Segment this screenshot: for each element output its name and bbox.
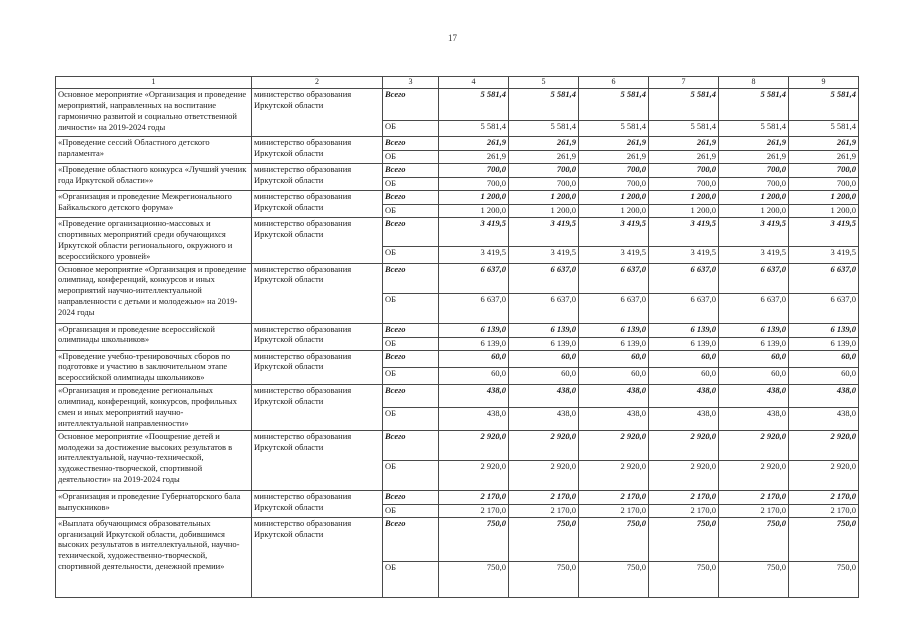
funding-value-ob-col4: 6 637,0 bbox=[439, 293, 509, 323]
executor-cell: министерство образования Иркутской области bbox=[252, 137, 383, 164]
funding-value-total-col4: 2 170,0 bbox=[439, 490, 509, 504]
funding-value-ob-col8: 438,0 bbox=[719, 407, 789, 430]
funding-value-ob-col7: 5 581,4 bbox=[649, 121, 719, 137]
column-header: 5 bbox=[509, 77, 579, 89]
activity-row-total bbox=[56, 490, 859, 504]
column-header: 4 bbox=[439, 77, 509, 89]
funding-source-label-ob: ОБ bbox=[383, 151, 439, 164]
funding-value-ob-col9: 750,0 bbox=[789, 561, 859, 597]
activity-row-total bbox=[56, 517, 859, 561]
funding-value-total-col5: 1 200,0 bbox=[509, 191, 579, 205]
funding-value-ob-col4: 60,0 bbox=[439, 368, 509, 385]
funding-value-total-col8: 3 419,5 bbox=[719, 218, 789, 247]
funding-value-ob-col5: 261,9 bbox=[509, 151, 579, 164]
funding-source-label-total: Всего bbox=[383, 350, 439, 368]
column-header: 2 bbox=[252, 77, 383, 89]
funding-value-total-col9: 750,0 bbox=[789, 517, 859, 561]
funding-value-ob-col7: 261,9 bbox=[649, 151, 719, 164]
activity-row-total bbox=[56, 350, 859, 368]
funding-value-ob-col4: 2 920,0 bbox=[439, 460, 509, 490]
activity-row-total bbox=[56, 263, 859, 293]
funding-value-total-col6: 2 920,0 bbox=[579, 430, 649, 460]
funding-value-total-col8: 60,0 bbox=[719, 350, 789, 368]
funding-value-total-col7: 2 920,0 bbox=[649, 430, 719, 460]
funding-value-total-col5: 750,0 bbox=[509, 517, 579, 561]
activity-row-total bbox=[56, 385, 859, 408]
funding-value-total-col5: 3 419,5 bbox=[509, 218, 579, 247]
executor-cell: министерство образования Иркутской области bbox=[252, 263, 383, 323]
funding-value-total-col9: 60,0 bbox=[789, 350, 859, 368]
funding-source-label-ob: ОБ bbox=[383, 460, 439, 490]
funding-value-total-col6: 1 200,0 bbox=[579, 191, 649, 205]
funding-source-label-total: Всего bbox=[383, 490, 439, 504]
funding-value-total-col8: 438,0 bbox=[719, 385, 789, 408]
funding-value-ob-col5: 3 419,5 bbox=[509, 246, 579, 263]
funding-value-ob-col5: 438,0 bbox=[509, 407, 579, 430]
funding-value-total-col4: 60,0 bbox=[439, 350, 509, 368]
executor-cell: министерство образования Иркутской области bbox=[252, 89, 383, 137]
column-header: 9 bbox=[789, 77, 859, 89]
funding-value-ob-col9: 700,0 bbox=[789, 178, 859, 191]
funding-value-ob-col7: 700,0 bbox=[649, 178, 719, 191]
funding-value-total-col7: 1 200,0 bbox=[649, 191, 719, 205]
funding-value-total-col9: 2 170,0 bbox=[789, 490, 859, 504]
activity-name-cell: Основное мероприятие «Поощрение детей и молодежи за достижение высоких результатов в интеллектуальной, научно-технической, художественно-творческой, спортивной деятельности» на 2019-2024 годы bbox=[56, 430, 252, 490]
funding-value-total-col6: 6 139,0 bbox=[579, 323, 649, 337]
funding-value-ob-col6: 438,0 bbox=[579, 407, 649, 430]
funding-value-total-col8: 261,9 bbox=[719, 137, 789, 151]
funding-source-label-ob: ОБ bbox=[383, 121, 439, 137]
funding-value-total-col9: 3 419,5 bbox=[789, 218, 859, 247]
funding-value-ob-col9: 2 170,0 bbox=[789, 504, 859, 517]
funding-value-total-col9: 6 637,0 bbox=[789, 263, 859, 293]
funding-source-label-total: Всего bbox=[383, 385, 439, 408]
funding-value-total-col7: 3 419,5 bbox=[649, 218, 719, 247]
funding-value-ob-col7: 2 920,0 bbox=[649, 460, 719, 490]
funding-value-total-col7: 438,0 bbox=[649, 385, 719, 408]
activity-name-cell: Основное мероприятие «Организация и проведение олимпиад, конференций, конкурсов и иных мероприятий научно-интеллектуальной направленности с детьми и молодежью» на 2019-2024 годы bbox=[56, 263, 252, 323]
funding-source-label-ob: ОБ bbox=[383, 246, 439, 263]
funding-value-ob-col9: 438,0 bbox=[789, 407, 859, 430]
executor-cell: министерство образования Иркутской области bbox=[252, 490, 383, 517]
activity-row-total bbox=[56, 191, 859, 205]
funding-value-total-col9: 5 581,4 bbox=[789, 89, 859, 121]
table-header-row bbox=[56, 77, 859, 89]
funding-source-label-total: Всего bbox=[383, 164, 439, 178]
funding-value-total-col4: 5 581,4 bbox=[439, 89, 509, 121]
funding-source-label-ob: ОБ bbox=[383, 407, 439, 430]
funding-value-total-col4: 6 637,0 bbox=[439, 263, 509, 293]
executor-cell: министерство образования Иркутской области bbox=[252, 323, 383, 350]
funding-value-total-col5: 5 581,4 bbox=[509, 89, 579, 121]
funding-value-ob-col6: 5 581,4 bbox=[579, 121, 649, 137]
funding-value-total-col7: 6 139,0 bbox=[649, 323, 719, 337]
activity-row-total bbox=[56, 137, 859, 151]
funding-value-total-col6: 5 581,4 bbox=[579, 89, 649, 121]
funding-value-ob-col6: 2 920,0 bbox=[579, 460, 649, 490]
funding-value-ob-col6: 3 419,5 bbox=[579, 246, 649, 263]
funding-value-ob-col8: 3 419,5 bbox=[719, 246, 789, 263]
activity-name-cell: «Проведение организационно-массовых и спортивных мероприятий среди обучающихся Иркутской области регионального, окружного и всероссийского уровней» bbox=[56, 218, 252, 264]
executor-cell: министерство образования Иркутской области bbox=[252, 430, 383, 490]
funding-source-label-total: Всего bbox=[383, 191, 439, 205]
funding-value-ob-col4: 438,0 bbox=[439, 407, 509, 430]
funding-value-total-col4: 438,0 bbox=[439, 385, 509, 408]
funding-value-ob-col4: 2 170,0 bbox=[439, 504, 509, 517]
executor-cell: министерство образования Иркутской области bbox=[252, 164, 383, 191]
funding-value-ob-col8: 2 920,0 bbox=[719, 460, 789, 490]
funding-value-ob-col4: 6 139,0 bbox=[439, 337, 509, 350]
funding-value-total-col8: 750,0 bbox=[719, 517, 789, 561]
budget-table bbox=[55, 76, 859, 598]
funding-value-total-col8: 2 920,0 bbox=[719, 430, 789, 460]
funding-value-total-col4: 750,0 bbox=[439, 517, 509, 561]
funding-value-ob-col6: 6 139,0 bbox=[579, 337, 649, 350]
funding-value-ob-col5: 5 581,4 bbox=[509, 121, 579, 137]
funding-value-total-col4: 1 200,0 bbox=[439, 191, 509, 205]
funding-value-ob-col6: 60,0 bbox=[579, 368, 649, 385]
funding-value-ob-col4: 700,0 bbox=[439, 178, 509, 191]
funding-value-total-col6: 3 419,5 bbox=[579, 218, 649, 247]
funding-value-ob-col5: 6 637,0 bbox=[509, 293, 579, 323]
funding-source-label-total: Всего bbox=[383, 517, 439, 561]
funding-value-total-col9: 6 139,0 bbox=[789, 323, 859, 337]
funding-value-total-col5: 2 170,0 bbox=[509, 490, 579, 504]
funding-value-total-col7: 2 170,0 bbox=[649, 490, 719, 504]
funding-value-ob-col5: 1 200,0 bbox=[509, 205, 579, 218]
funding-source-label-ob: ОБ bbox=[383, 368, 439, 385]
funding-value-ob-col7: 60,0 bbox=[649, 368, 719, 385]
funding-value-ob-col9: 60,0 bbox=[789, 368, 859, 385]
funding-value-ob-col6: 261,9 bbox=[579, 151, 649, 164]
funding-source-label-ob: ОБ bbox=[383, 178, 439, 191]
funding-value-ob-col6: 1 200,0 bbox=[579, 205, 649, 218]
funding-source-label-total: Всего bbox=[383, 137, 439, 151]
funding-value-total-col5: 60,0 bbox=[509, 350, 579, 368]
funding-source-label-total: Всего bbox=[383, 323, 439, 337]
funding-value-total-col6: 438,0 bbox=[579, 385, 649, 408]
funding-source-label-ob: ОБ bbox=[383, 293, 439, 323]
funding-value-ob-col5: 2 170,0 bbox=[509, 504, 579, 517]
funding-value-ob-col4: 1 200,0 bbox=[439, 205, 509, 218]
funding-value-total-col5: 438,0 bbox=[509, 385, 579, 408]
funding-value-total-col8: 700,0 bbox=[719, 164, 789, 178]
activity-name-cell: Основное мероприятие «Организация и проведение мероприятий, направленных на воспитание гармонично развитой и социально ответственной личности» на 2019-2024 годы bbox=[56, 89, 252, 137]
funding-value-total-col6: 2 170,0 bbox=[579, 490, 649, 504]
funding-value-total-col8: 6 139,0 bbox=[719, 323, 789, 337]
funding-value-ob-col7: 2 170,0 bbox=[649, 504, 719, 517]
funding-source-label-total: Всего bbox=[383, 218, 439, 247]
funding-value-total-col6: 60,0 bbox=[579, 350, 649, 368]
funding-value-ob-col9: 3 419,5 bbox=[789, 246, 859, 263]
funding-source-label-ob: ОБ bbox=[383, 561, 439, 597]
funding-value-total-col8: 2 170,0 bbox=[719, 490, 789, 504]
funding-value-total-col8: 5 581,4 bbox=[719, 89, 789, 121]
funding-value-total-col6: 261,9 bbox=[579, 137, 649, 151]
executor-cell: министерство образования Иркутской области bbox=[252, 191, 383, 218]
column-header: 6 bbox=[579, 77, 649, 89]
activity-row-total bbox=[56, 89, 859, 121]
funding-value-total-col4: 700,0 bbox=[439, 164, 509, 178]
executor-cell: министерство образования Иркутской области bbox=[252, 385, 383, 431]
funding-value-ob-col5: 2 920,0 bbox=[509, 460, 579, 490]
table-body bbox=[56, 77, 859, 598]
funding-value-ob-col7: 6 139,0 bbox=[649, 337, 719, 350]
funding-value-total-col5: 700,0 bbox=[509, 164, 579, 178]
executor-cell: министерство образования Иркутской области bbox=[252, 218, 383, 264]
funding-value-ob-col9: 2 920,0 bbox=[789, 460, 859, 490]
funding-value-total-col6: 700,0 bbox=[579, 164, 649, 178]
funding-value-ob-col5: 6 139,0 bbox=[509, 337, 579, 350]
activity-name-cell: «Организация и проведение Межрегионального Байкальского детского форума» bbox=[56, 191, 252, 218]
funding-value-ob-col8: 1 200,0 bbox=[719, 205, 789, 218]
funding-value-ob-col5: 700,0 bbox=[509, 178, 579, 191]
funding-source-label-ob: ОБ bbox=[383, 504, 439, 517]
activity-name-cell: «Проведение учебно-тренировочных сборов по подготовке и участию в заключительном этапе всероссийской олимпиады школьников» bbox=[56, 350, 252, 385]
funding-value-total-col9: 438,0 bbox=[789, 385, 859, 408]
funding-value-total-col7: 750,0 bbox=[649, 517, 719, 561]
funding-value-ob-col6: 2 170,0 bbox=[579, 504, 649, 517]
funding-value-total-col6: 6 637,0 bbox=[579, 263, 649, 293]
funding-value-total-col4: 3 419,5 bbox=[439, 218, 509, 247]
funding-value-ob-col7: 3 419,5 bbox=[649, 246, 719, 263]
funding-value-ob-col4: 5 581,4 bbox=[439, 121, 509, 137]
funding-value-ob-col8: 6 637,0 bbox=[719, 293, 789, 323]
column-header: 3 bbox=[383, 77, 439, 89]
activity-name-cell: «Проведение сессий Областного детского парламента» bbox=[56, 137, 252, 164]
funding-value-total-col9: 1 200,0 bbox=[789, 191, 859, 205]
activity-row-total bbox=[56, 323, 859, 337]
column-header: 1 bbox=[56, 77, 252, 89]
funding-value-ob-col5: 60,0 bbox=[509, 368, 579, 385]
funding-value-ob-col8: 261,9 bbox=[719, 151, 789, 164]
funding-source-label-total: Всего bbox=[383, 263, 439, 293]
funding-value-ob-col9: 6 139,0 bbox=[789, 337, 859, 350]
funding-source-label-total: Всего bbox=[383, 89, 439, 121]
funding-value-ob-col7: 6 637,0 bbox=[649, 293, 719, 323]
activity-name-cell: «Организация и проведение всероссийской олимпиады школьников» bbox=[56, 323, 252, 350]
funding-value-ob-col6: 6 637,0 bbox=[579, 293, 649, 323]
funding-value-total-col7: 261,9 bbox=[649, 137, 719, 151]
funding-value-total-col4: 261,9 bbox=[439, 137, 509, 151]
executor-cell: министерство образования Иркутской области bbox=[252, 517, 383, 597]
funding-value-ob-col8: 750,0 bbox=[719, 561, 789, 597]
activity-row-total bbox=[56, 430, 859, 460]
column-header: 7 bbox=[649, 77, 719, 89]
funding-value-ob-col6: 750,0 bbox=[579, 561, 649, 597]
funding-value-total-col7: 700,0 bbox=[649, 164, 719, 178]
activity-row-total bbox=[56, 164, 859, 178]
funding-value-ob-col8: 60,0 bbox=[719, 368, 789, 385]
funding-source-label-ob: ОБ bbox=[383, 205, 439, 218]
funding-value-total-col5: 2 920,0 bbox=[509, 430, 579, 460]
funding-value-total-col9: 2 920,0 bbox=[789, 430, 859, 460]
funding-source-label-ob: ОБ bbox=[383, 337, 439, 350]
funding-value-total-col5: 261,9 bbox=[509, 137, 579, 151]
funding-value-total-col9: 261,9 bbox=[789, 137, 859, 151]
funding-value-ob-col6: 700,0 bbox=[579, 178, 649, 191]
funding-value-total-col7: 6 637,0 bbox=[649, 263, 719, 293]
activity-name-cell: «Выплата обучающимся образовательных организаций Иркутской области, добившимся высоких результатов в интеллектуальной, научно-технической, художественно-творческой, спортивной деятельности, денежной премии» bbox=[56, 517, 252, 597]
funding-value-ob-col9: 1 200,0 bbox=[789, 205, 859, 218]
page-number: 17 bbox=[448, 33, 457, 43]
activity-name-cell: «Организация и проведение Губернаторского бала выпускников» bbox=[56, 490, 252, 517]
executor-cell: министерство образования Иркутской области bbox=[252, 350, 383, 385]
funding-value-total-col4: 6 139,0 bbox=[439, 323, 509, 337]
funding-value-ob-col8: 700,0 bbox=[719, 178, 789, 191]
column-header: 8 bbox=[719, 77, 789, 89]
funding-value-ob-col8: 6 139,0 bbox=[719, 337, 789, 350]
funding-value-total-col8: 1 200,0 bbox=[719, 191, 789, 205]
funding-value-ob-col9: 5 581,4 bbox=[789, 121, 859, 137]
activity-name-cell: «Организация и проведение региональных олимпиад, конференций, конкурсов, профильных смен и иных мероприятий научно-интеллектуальной направленности» bbox=[56, 385, 252, 431]
funding-value-ob-col8: 2 170,0 bbox=[719, 504, 789, 517]
activity-name-cell: «Проведение областного конкурса «Лучший ученик года Иркутской области»» bbox=[56, 164, 252, 191]
funding-source-label-total: Всего bbox=[383, 430, 439, 460]
funding-value-total-col5: 6 139,0 bbox=[509, 323, 579, 337]
funding-value-total-col8: 6 637,0 bbox=[719, 263, 789, 293]
funding-value-ob-col4: 750,0 bbox=[439, 561, 509, 597]
activity-row-total bbox=[56, 218, 859, 247]
funding-value-ob-col4: 3 419,5 bbox=[439, 246, 509, 263]
funding-value-total-col6: 750,0 bbox=[579, 517, 649, 561]
funding-value-ob-col8: 5 581,4 bbox=[719, 121, 789, 137]
funding-value-ob-col5: 750,0 bbox=[509, 561, 579, 597]
funding-value-ob-col9: 6 637,0 bbox=[789, 293, 859, 323]
funding-value-total-col7: 5 581,4 bbox=[649, 89, 719, 121]
funding-value-total-col7: 60,0 bbox=[649, 350, 719, 368]
funding-value-ob-col7: 438,0 bbox=[649, 407, 719, 430]
funding-value-total-col4: 2 920,0 bbox=[439, 430, 509, 460]
funding-value-total-col5: 6 637,0 bbox=[509, 263, 579, 293]
funding-value-ob-col9: 261,9 bbox=[789, 151, 859, 164]
funding-value-ob-col7: 1 200,0 bbox=[649, 205, 719, 218]
funding-value-ob-col4: 261,9 bbox=[439, 151, 509, 164]
funding-value-total-col9: 700,0 bbox=[789, 164, 859, 178]
funding-value-ob-col7: 750,0 bbox=[649, 561, 719, 597]
